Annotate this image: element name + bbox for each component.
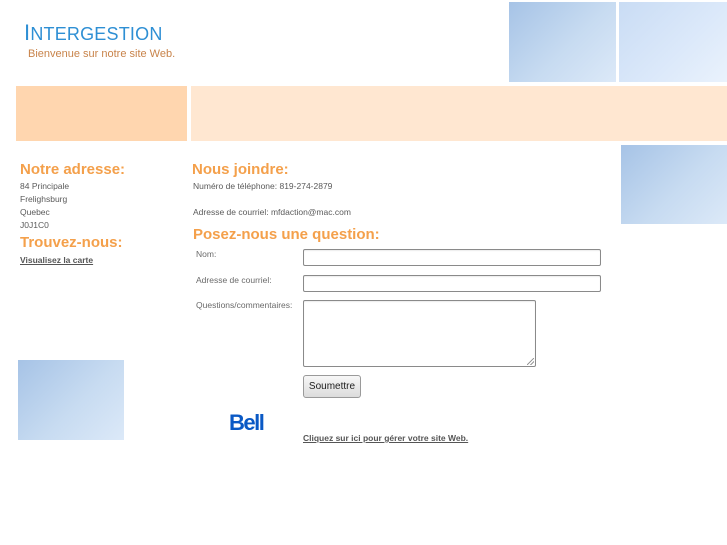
contact-phone: Numéro de téléphone: 819-274-2879 <box>193 181 333 191</box>
email-input[interactable] <box>303 275 601 292</box>
banner-right <box>191 86 727 141</box>
email-label: Adresse de courriel: <box>196 275 272 285</box>
bell-logo: Bell <box>229 410 264 435</box>
banner-left <box>16 86 187 141</box>
form-heading: Posez-nous une question: <box>193 226 380 243</box>
resize-grip-icon[interactable] <box>527 358 534 365</box>
find-heading: Trouvez-nous: <box>20 234 123 251</box>
submit-button[interactable]: Soumettre <box>303 375 361 398</box>
decorative-tile-bottom-left <box>18 360 124 440</box>
decorative-tile-top-1 <box>509 2 616 82</box>
address-block <box>20 180 69 232</box>
name-label: Nom: <box>196 249 217 259</box>
manage-site-link[interactable]: Cliquez sur ici pour gérer votre site Web. <box>303 433 469 443</box>
comments-wrapper <box>303 300 536 367</box>
address-line: Quebec <box>20 207 50 217</box>
comments-textarea[interactable] <box>303 300 536 367</box>
map-link[interactable]: Visualisez la carte <box>20 255 94 265</box>
logo-text: NTERGESTION <box>30 24 163 44</box>
decorative-tile-right <box>621 145 727 224</box>
address-heading: Notre adresse: <box>20 161 126 178</box>
contact-heading: Nous joindre: <box>192 161 289 178</box>
comments-label: Questions/commentaires: <box>196 300 293 310</box>
contact-email: Adresse de courriel: mfdaction@mac.com <box>193 207 351 217</box>
address-line: Frelighsburg <box>20 194 68 204</box>
address-line: 84 Principale <box>20 181 70 191</box>
site-tagline: Bienvenue sur notre site Web. <box>28 48 176 60</box>
logo-initial: I <box>24 20 31 45</box>
address-line: J0J1C0 <box>20 220 49 230</box>
decorative-tile-top-2 <box>619 2 727 82</box>
name-input[interactable] <box>303 249 601 266</box>
site-logo <box>24 20 163 46</box>
